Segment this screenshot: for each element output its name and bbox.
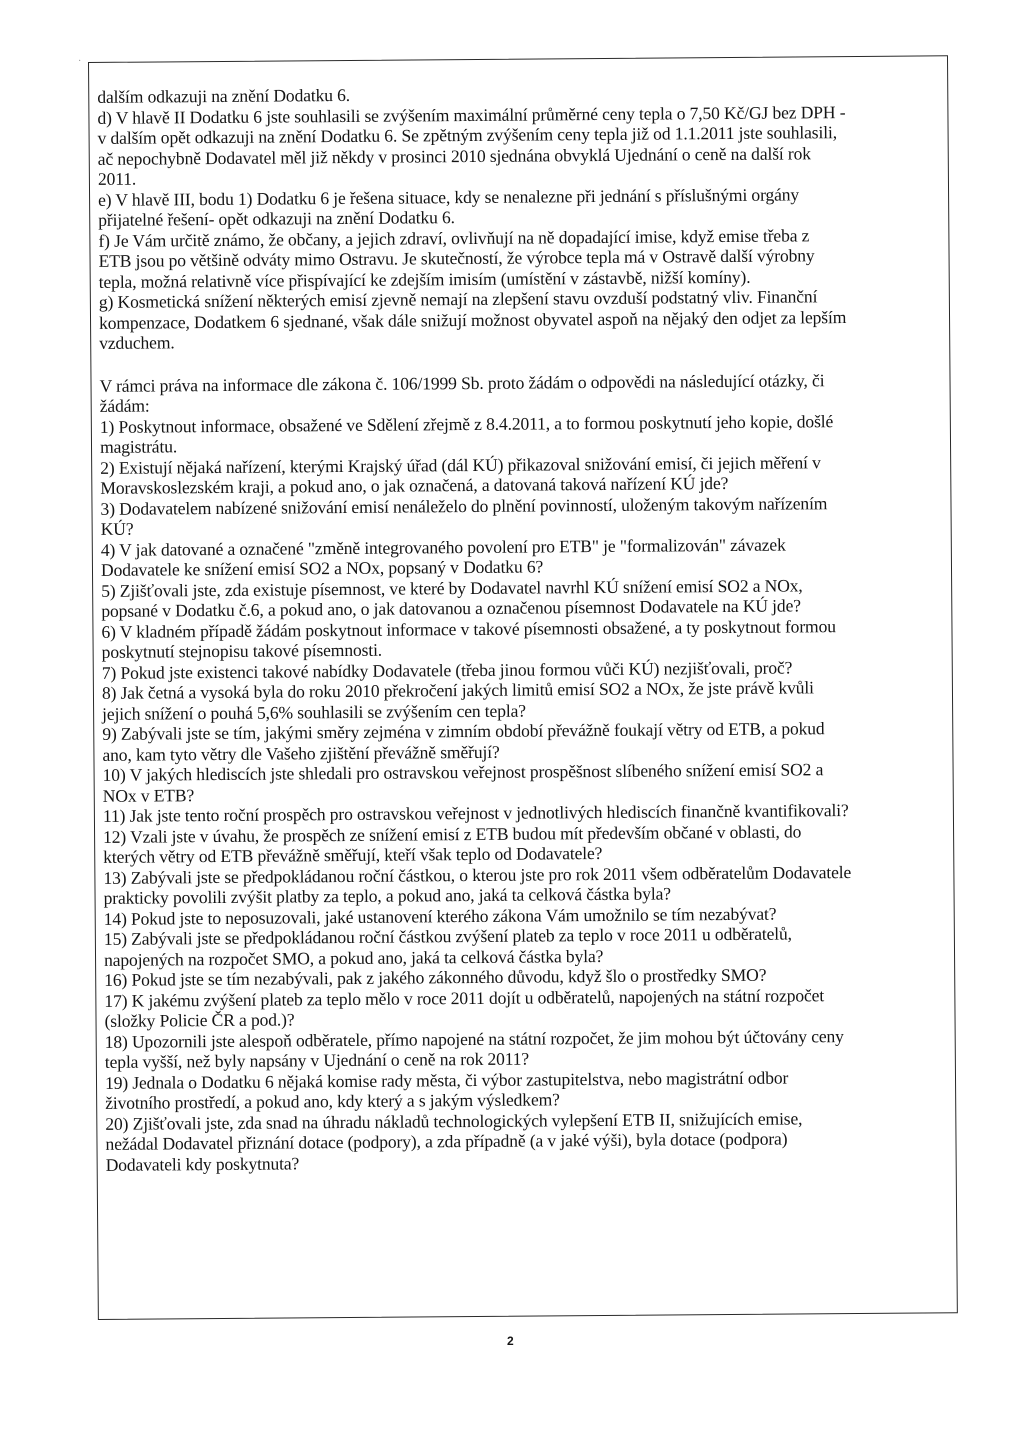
text-line: ač nepochybně Dodavatel měl již někdy v prosinci 2010 sjednána obvyklá Ujednání o ceně na další rok [97,142,811,169]
document-body [97,80,950,1175]
document-frame [88,55,958,1320]
text-line: 18) Upozornili jste alespoň odběratele, přímo napojené na státní rozpočet, že jim mohou být účtovány ceny [104,1025,844,1052]
text-line: životního prostředí, a pokud ano, kdy který a s jakým výsledkem? [105,1089,560,1113]
text-line: 20) Zjišťovali jste, zda snad na úhradu nákladů technologických vylepšení ETB II, snižujících emise, [105,1107,803,1134]
text-line: kompenzace, Dodatkem 6 sjednané, však dále snižují možnost obyvatel aspoň na nějaký den odjet za lepším [98,306,847,333]
text-line: ano, kam tyto větry dle Vašeho zjištění převážně směřují? [102,741,500,765]
text-line: V rámci práva na informace dle zákona č. 106/1999 Sb. proto žádám o odpovědi na následující otázky, či [99,369,825,396]
text-line: v dalším opět odkazuji na znění Dodatku 6. Se zpětným zvýšením ceny tepla již od 1.1.2011 jste souhlasili, [97,122,837,148]
text-line: nežádal Dodavatel přiznání dotace (podpory), a zda případně (a v jaké výši), byla dotace (podpora) [105,1128,788,1154]
text-line: d) V hlavě II Dodatku 6 jste souhlasili se zvýšením maximální průměrné ceny tepla o 7,50 Kč/GJ bez DPH - [97,101,846,128]
text-line: kterých větry od ETB převážně směřují, kteří však teplo od Dodavatele? [103,842,603,867]
text-line: g) Kosmetická snížení některých emisí zjevně nemají na zlepšení stavu ovzduší podstatný vliv. Finanční [98,286,818,312]
text-line: 4) V jak datované a označené "změně integrovaného povolení pro ETB" je "formalizován" závazek [100,534,786,560]
text-line: 12) Vzali jste v úvahu, že prospěch ze snížení emisí z ETB budou mít především občané v oblasti, do [103,820,802,847]
text-line: 7) Pokud jste existenci takové nabídky Dodavatele (třeba jinou formou vůči KÚ) nezjišťovali, proč? [101,656,793,683]
text-line: 10) V jakých hlediscích jste shledali pro ostravskou veřejnost prospěšnost slíbeného snížení emisí SO2 a [102,759,824,785]
text-line: magistrátu. [99,436,178,457]
text-line: prakticky povolili zvýšit platby za teplo, a pokud ano, jaká ta celková částka byla? [103,883,671,908]
text-line: 19) Jednala o Dodatku 6 nějaká komise rady města, či výbor zastupitelstva, nebo magistrátní odbor [104,1067,789,1093]
text-line: 2011. [97,168,137,189]
text-line: 13) Zabývali jste se předpokládanou roční částkou, o kterou jste pro rok 2011 všem odběratelům Dodavatele [103,861,852,888]
text-line: přijatelné řešení- opět odkazuji na znění Dodatku 6. [98,207,455,230]
text-line: 17) K jakému zvýšení plateb za teplo mělo v roce 2011 dojít u odběratelů, napojených na státní rozpočet [104,984,825,1011]
text-line: 8) Jak četná a vysoká byla do roku 2010 překročení jakých limitů emisí SO2 a NOx, že jste právě kvůli [101,677,814,703]
text-line: e) V hlavě III, bodu 1) Dodatku 6 je řešena situace, kdy se nenalezne při jednání s příslušnými orgány [98,183,800,210]
text-line: poskytnutí stejnopisu takové písemnosti. [101,639,383,662]
scan-mark: · [78,56,82,67]
text-line: Dodavatele ke snížení emisí SO2 a NOx, popsaný v Dodatku 6? [100,556,544,580]
text-line: tepla vyšší, než byly napsány v Ujednání o ceně na rok 2011? [104,1048,530,1072]
page-number: 2 [507,1334,514,1348]
text-line: 15) Zabývali jste se předpokládanou roční částkou zvýšení plateb za teplo v roce 2011 u odběratelů, [103,923,792,949]
text-line: 11) Jak jste tento roční prospěch pro ostravskou veřejnost v jednotlivých hlediscích finančně kvantifikovali? [102,800,849,826]
text-line: (složky Policie ČR a pod.)? [104,1009,295,1031]
text-line: popsané v Dodatku č.6, a pokud ano, o jak datovanou a označenou písemnost Dodavatele na KÚ jde? [101,595,801,621]
text-line: 14) Pokud jste to neposuzovali, jaké ustanovení kterého zákona Vám umožnilo se tím nezabývat? [103,903,777,929]
text-line: Moravskoslezském kraji, a pokud ano, o jak označená, a datovaná taková nařízení KÚ jde? [100,472,729,498]
text-line: f) Je Vám určitě známo, že občany, a jejich zdraví, ovlivňují na ně dopadající imise, když emise třeba z [98,224,810,251]
text-line: tepla, možná relativně více přispívající ke zdejším imisím (umístění v zástavbě, nižší komíny). [98,266,751,292]
text-line: KÚ? [100,518,134,539]
text-line: napojených na rozpočet SMO, a pokud ano, jaká ta celková částka byla? [103,945,604,970]
text-line: ETB jsou po většině odváty mimo Ostravu. Je skutečností, že výrobce tepla má v Ostravě další výrobny [98,245,815,271]
text-line: 1) Poskytnout informace, obsažené ve Sdělení zřejmě z 8.4.2011, a to formou poskytnutí jeho kopie, došlé [99,410,834,437]
text-line: 6) V kladném případě žádám poskytnout informace v takové písemnosti obsažené, a ty poskytnout formou [101,615,836,642]
text-line: 9) Zabývali jste se tím, jakými směry zejména v zimním období převážně foukají větry od ETB, a pokud [102,718,825,744]
text-line: 16) Pokud jste se tím nezabývali, pak z jakého zákonného důvodu, když šlo o prostředky SMO? [104,964,767,990]
text-line: Dodavateli kdy poskytnuta? [105,1152,300,1175]
text-line: 2) Existují nějaká nařízení, kterými Krajský úřad (dál KÚ) přikazoval snižování emisí, či jejich měření v [100,451,821,478]
text-line: 3) Dodavatelem nabízené snižování emisí nenáleželo do plnění povinností, uloženým takovým nařízením [100,492,828,519]
text-line: dalším odkazuji na znění Dodatku 6. [97,84,351,107]
text-line: vzduchem. [99,332,175,353]
text-line: NOx v ETB? [102,784,195,806]
text-line: 5) Zjišťovali jste, zda existuje písemnost, ve které by Dodavatel navrhl KÚ snížení emisí SO2 a NOx, [101,574,803,601]
text-line: jejich snížení o pouhá 5,6% souhlasili se zvýšením cen tepla? [102,700,526,724]
text-line: žádám: [99,395,150,416]
